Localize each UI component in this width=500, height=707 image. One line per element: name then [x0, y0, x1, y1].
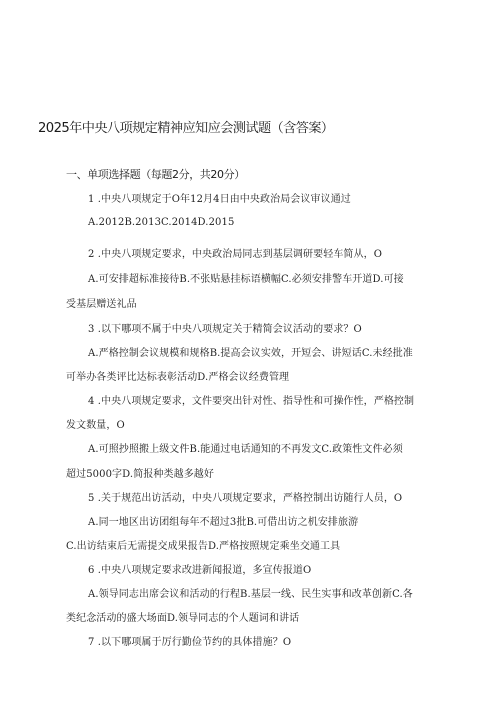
question-4: 4 .中央八项规定要求，文件要突出针对性、指导性和可操作性，严格控制 — [88, 396, 415, 407]
question-4-options-cont: 超过5000字D.简报种类越多越好 — [66, 469, 214, 480]
question-1: 1 .中央八项规定于O年12月4日由中央政治局会议审议通过 — [88, 194, 351, 205]
question-4-options: A.可照抄照搬上级文件B.能通过电话通知的不再发文C.政策性文件必须 — [88, 444, 403, 455]
question-6-options-cont: 类纪念活动的盛大场面D.领导同志的个人题词和讲话 — [66, 613, 300, 624]
question-5: 5 .关于规范出访活动，中央八项规定要求，严格控制出访随行人员，O — [88, 493, 403, 504]
question-3-options-cont: 可举办各类评比达标表彰活动D.严格会议经费管理 — [66, 372, 290, 383]
question-5-options-cont: C.出访结束后无需提交成果报告D.严格按照规定乘坐交通工具 — [66, 541, 341, 552]
question-2: 2 .中央八项规定要求，中央政治局同志到基层调研要轻车简从，O — [88, 249, 383, 260]
question-1-options: A.2012B.2013C.2014D.2015 — [88, 217, 235, 228]
question-6: 6 .中央八项规定要求改进新闻报道，多宣传报道O — [88, 565, 312, 576]
question-3-options: A.严格控制会议规模和规格B.提高会议实效，开短会、讲短话C.未经批准 — [88, 348, 413, 359]
section-heading: 一、单项选择题（每题2分，共20分） — [66, 168, 245, 181]
question-6-options: A.领导同志出席会议和活动的行程B.基层一线、民生实事和改革创新C.各 — [88, 589, 413, 600]
question-4-cont: 发文数量，O — [66, 420, 125, 431]
question-5-options: A.同一地区出访团组每年不超过3批B.可借出访之机安排旅游 — [88, 517, 359, 528]
question-7: 7 .以下哪项属于厉行勤俭节约的具体措施？O — [88, 637, 292, 648]
document-title: 2025年中央八项规定精神应知应会测试题（含答案） — [38, 121, 334, 136]
question-2-options: A.可安排超标准接待B.不张贴悬挂标语横幅C.必须安排警车开道D.可接 — [88, 274, 404, 285]
question-3: 3 .以下哪项不属于中央八项规定关于精简会议活动的要求？O — [88, 324, 362, 335]
question-2-options-cont: 受基层赠送礼品 — [66, 299, 137, 310]
